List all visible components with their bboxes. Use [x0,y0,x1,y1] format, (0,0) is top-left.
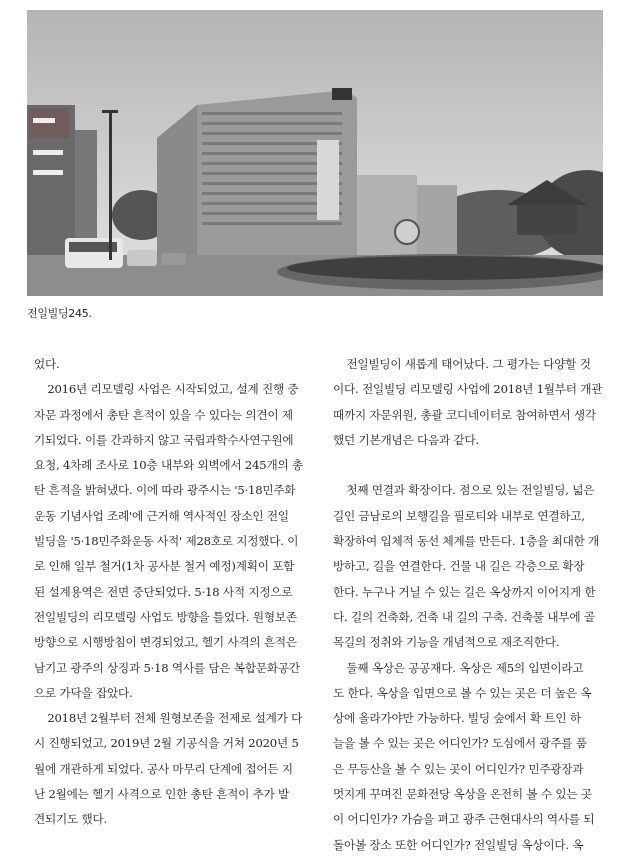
text-line: 방향으로 시행방침이 변경되었고, 헬기 사격의 흔적은 [34,635,297,650]
right-column [333,352,603,858]
text-line: 2018년 2월부터 전체 원형보존을 전제로 설계가 다 [47,711,303,726]
text-line: 2016년 리모델링 사업은 시작되었고, 설계 진행 중 [47,382,299,397]
text-line: 었다. [34,357,60,371]
text-line: 월에 개관하게 되었다. 공사 마무리 단계에 접어든 지 [34,761,293,776]
text-line: 된 설계용역은 전면 중단되었다. 5·18 사적 지정으로 [34,584,293,599]
text-line: 은 무등산을 볼 수 있는 곳이 어디인가? 민주광장과 [333,761,584,776]
text-line: 이다. 전일빌딩 리모델링 사업에 2018년 1월부터 개관 [333,382,603,397]
text-line: 요청, 4차례 조사로 10층 내부와 외벽에서 245개의 총 [34,458,303,473]
text-line: 빌딩을 '5·18민주화운동 사적' 제28호로 지정했다. 이 [34,534,299,549]
text-line: 이 어디인가? 가슴을 펴고 광주 근현대사의 역사를 되 [333,812,595,827]
text-line: 돌아볼 장소 또한 어디인가? 전일빌딩 옥상이다. 옥 [333,837,584,852]
text-line: 길인 금남로의 보행길을 필로티와 내부로 연결하고, [333,508,585,523]
text-line: 멋지게 꾸며진 문화전당 옥상을 온전히 볼 수 있는 곳 [333,787,592,802]
text-line: 운동 기념사업 조례'에 근거해 역사적인 장소인 전일 [34,508,289,523]
text-line: 남기고 광주의 상징과 5·18 역사를 담은 복합문화공간 [34,660,300,675]
text-line: 다. 길의 건축화, 건축 내 길의 구축. 건축물 내부에 골 [333,609,595,624]
blank-line [333,453,603,478]
photo [27,10,603,296]
text-line: 견되기도 했다. [34,812,107,827]
text-line: 방하고, 길을 연결한다. 건물 내 길은 각층으로 확장 [333,559,585,574]
text-line: 전일빌딩의 리모델링 사업도 방향을 틀었다. 원형보존 [34,609,297,624]
text-line: 둘째 옥상은 공공재다. 옥상은 제5의 입면이라고 [346,660,584,675]
text-line: 목길의 정취와 기능을 개념적으로 재조직한다. [333,635,560,650]
text-line: 때까지 자문위원, 총괄 코디네이터로 참여하면서 생각 [333,407,596,422]
text-line: 첫째 연결과 확장이다. 점으로 있는 전일빌딩, 넓은 [346,483,595,498]
left-column [34,352,304,833]
text-line: 시 진행되었고, 2019년 2월 기공식을 거쳐 2020년 5 [34,736,299,751]
text-line: 로 인해 일부 철거(1차 공사분 철거 예정)계획이 포함 [34,559,295,574]
photo-caption: 전일빌딩245. [27,307,92,320]
building-photo [27,10,603,296]
text-line: 전일빌딩이 새롭게 태어났다. 그 평가는 다양할 것 [346,357,591,371]
text-line: 상에 올라가야만 가능하다. 빌딩 숲에서 확 트인 하 [333,711,581,726]
text-line: 탄 흔적을 밝혀냈다. 이에 따라 광주시는 '5·18민주화 [34,483,296,498]
text-line: 난 2월에는 헬기 사격으로 인한 총탄 흔적이 추가 발 [34,787,290,802]
text-line: 도 한다. 옥상을 입면으로 볼 수 있는 곳은 더 높은 옥 [333,685,592,700]
text-line: 했던 기본개념은 다음과 같다. [333,432,479,447]
text-line: 기되었다. 이를 간과하지 않고 국립과학수사연구원에 [34,432,294,447]
text-line: 확장하여 입체적 동선 체계를 만든다. 1층을 최대한 개 [333,534,600,549]
text-line: 늘을 볼 수 있는 곳은 어디인가? 도심에서 광주를 품 [333,736,587,751]
text-line: 한다. 누구나 거닐 수 있는 길은 옥상까지 이어지게 한 [333,584,596,599]
text-line: 자문 과정에서 총탄 흔적이 있을 수 있다는 의견이 제 [34,407,293,422]
text-line: 으로 가닥을 잡았다. [34,685,133,700]
